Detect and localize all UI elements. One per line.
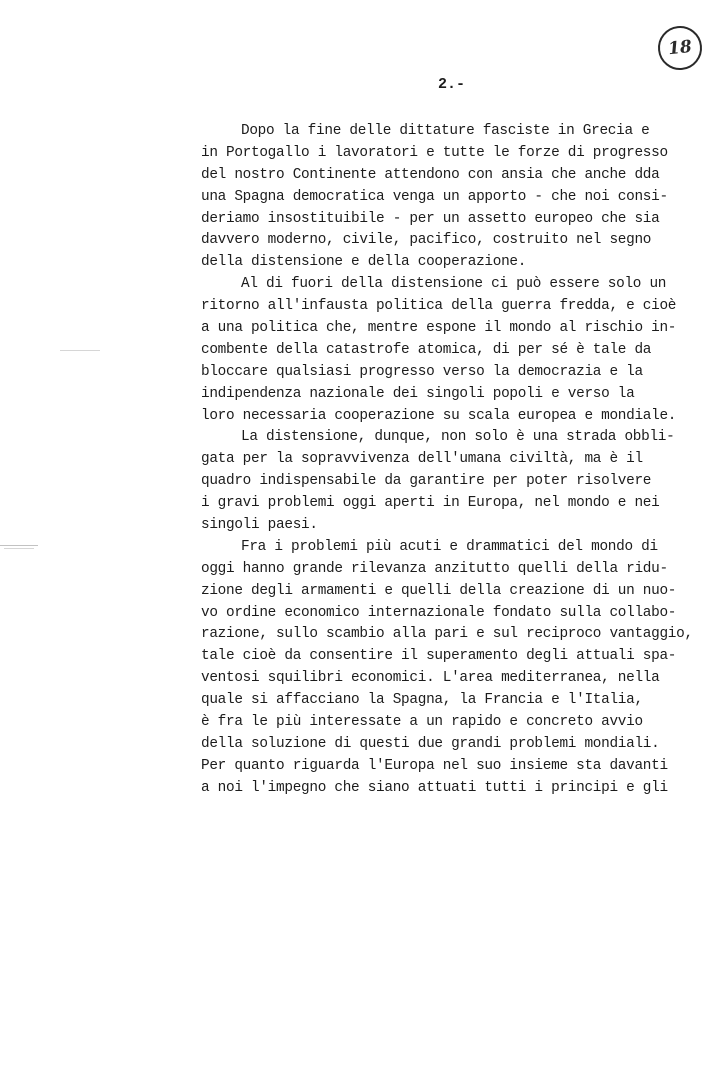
text-line: della distensione e della cooperazione.	[201, 254, 527, 271]
text-line: Dopo la fine delle dittature fasciste in Grecia e	[241, 123, 650, 139]
text-line: vo ordine economico internazionale fondato sulla collabo-	[201, 604, 677, 621]
scan-speck	[4, 548, 34, 549]
text-line: Al di fuori della distensione ci può essere solo un	[241, 276, 667, 293]
text-line: davvero moderno, civile, pacifico, costruito nel segno	[201, 232, 652, 249]
text-line: Fra i problemi più acuti e drammatici del mondo di	[241, 538, 658, 555]
text-line: quadro indispensabile da garantire per poter risolvere	[201, 473, 652, 490]
text-line: bloccare qualsiasi progresso verso la democrazia e la	[201, 363, 643, 380]
text-line: a noi l'impegno che siano attuati tutti i principi e gli	[201, 779, 668, 796]
text-line: oggi hanno grande rilevanza anzitutto quelli della ridu-	[201, 560, 668, 577]
text-line: del nostro Continente attendono con ansia che anche dda	[201, 166, 660, 183]
text-line: zione degli armamenti e quelli della creazione di un nuo-	[201, 582, 677, 599]
text-line: tale cioè da consentire il superamento degli attuali spa-	[201, 648, 677, 665]
text-line: ventosi squilibri economici. L'area mediterranea, nella	[201, 670, 660, 687]
text-line: quale si affacciano la Spagna, la Francia e l'Italia,	[201, 692, 643, 709]
stamp-number: 18	[667, 36, 693, 60]
text-line: a una politica che, mentre espone il mondo al rischio in-	[201, 320, 677, 337]
text-line: una Spagna democratica venga un apporto - che noi consi-	[201, 188, 668, 205]
text-line: razione, sullo scambio alla pari e sul reciproco vantaggio,	[201, 626, 693, 643]
body-text	[201, 121, 711, 800]
scan-speck	[0, 545, 38, 546]
text-line: La distensione, dunque, non solo è una strada obbli-	[241, 429, 675, 446]
scan-speck	[60, 350, 100, 351]
text-line: della soluzione di questi due grandi problemi mondiali.	[201, 735, 660, 752]
text-line: gata per la sopravvivenza dell'umana civiltà, ma è il	[201, 451, 643, 468]
text-line: singoli paesi.	[201, 517, 318, 534]
page-number: 2.-	[438, 76, 466, 93]
text-line: in Portogallo i lavoratori e tutte le forze di progresso	[201, 144, 668, 161]
text-line: deriamo insostituibile - per un assetto europeo che sia	[201, 210, 660, 227]
text-line: loro necessaria cooperazione su scala europea e mondiale.	[201, 407, 677, 424]
text-line: Per quanto riguarda l'Europa nel suo insieme sta davanti	[201, 757, 668, 774]
text-line: ritorno all'infausta politica della guerra fredda, e cioè	[201, 298, 677, 315]
text-line: combente della catastrofe atomica, di per sé è tale da	[201, 341, 652, 358]
archive-stamp	[656, 24, 704, 72]
text-line: indipendenza nazionale dei singoli popoli e verso la	[201, 385, 635, 402]
text-line: i gravi problemi oggi aperti in Europa, nel mondo e nei	[201, 495, 660, 512]
text-line: è fra le più interessate a un rapido e concreto avvio	[201, 714, 643, 731]
